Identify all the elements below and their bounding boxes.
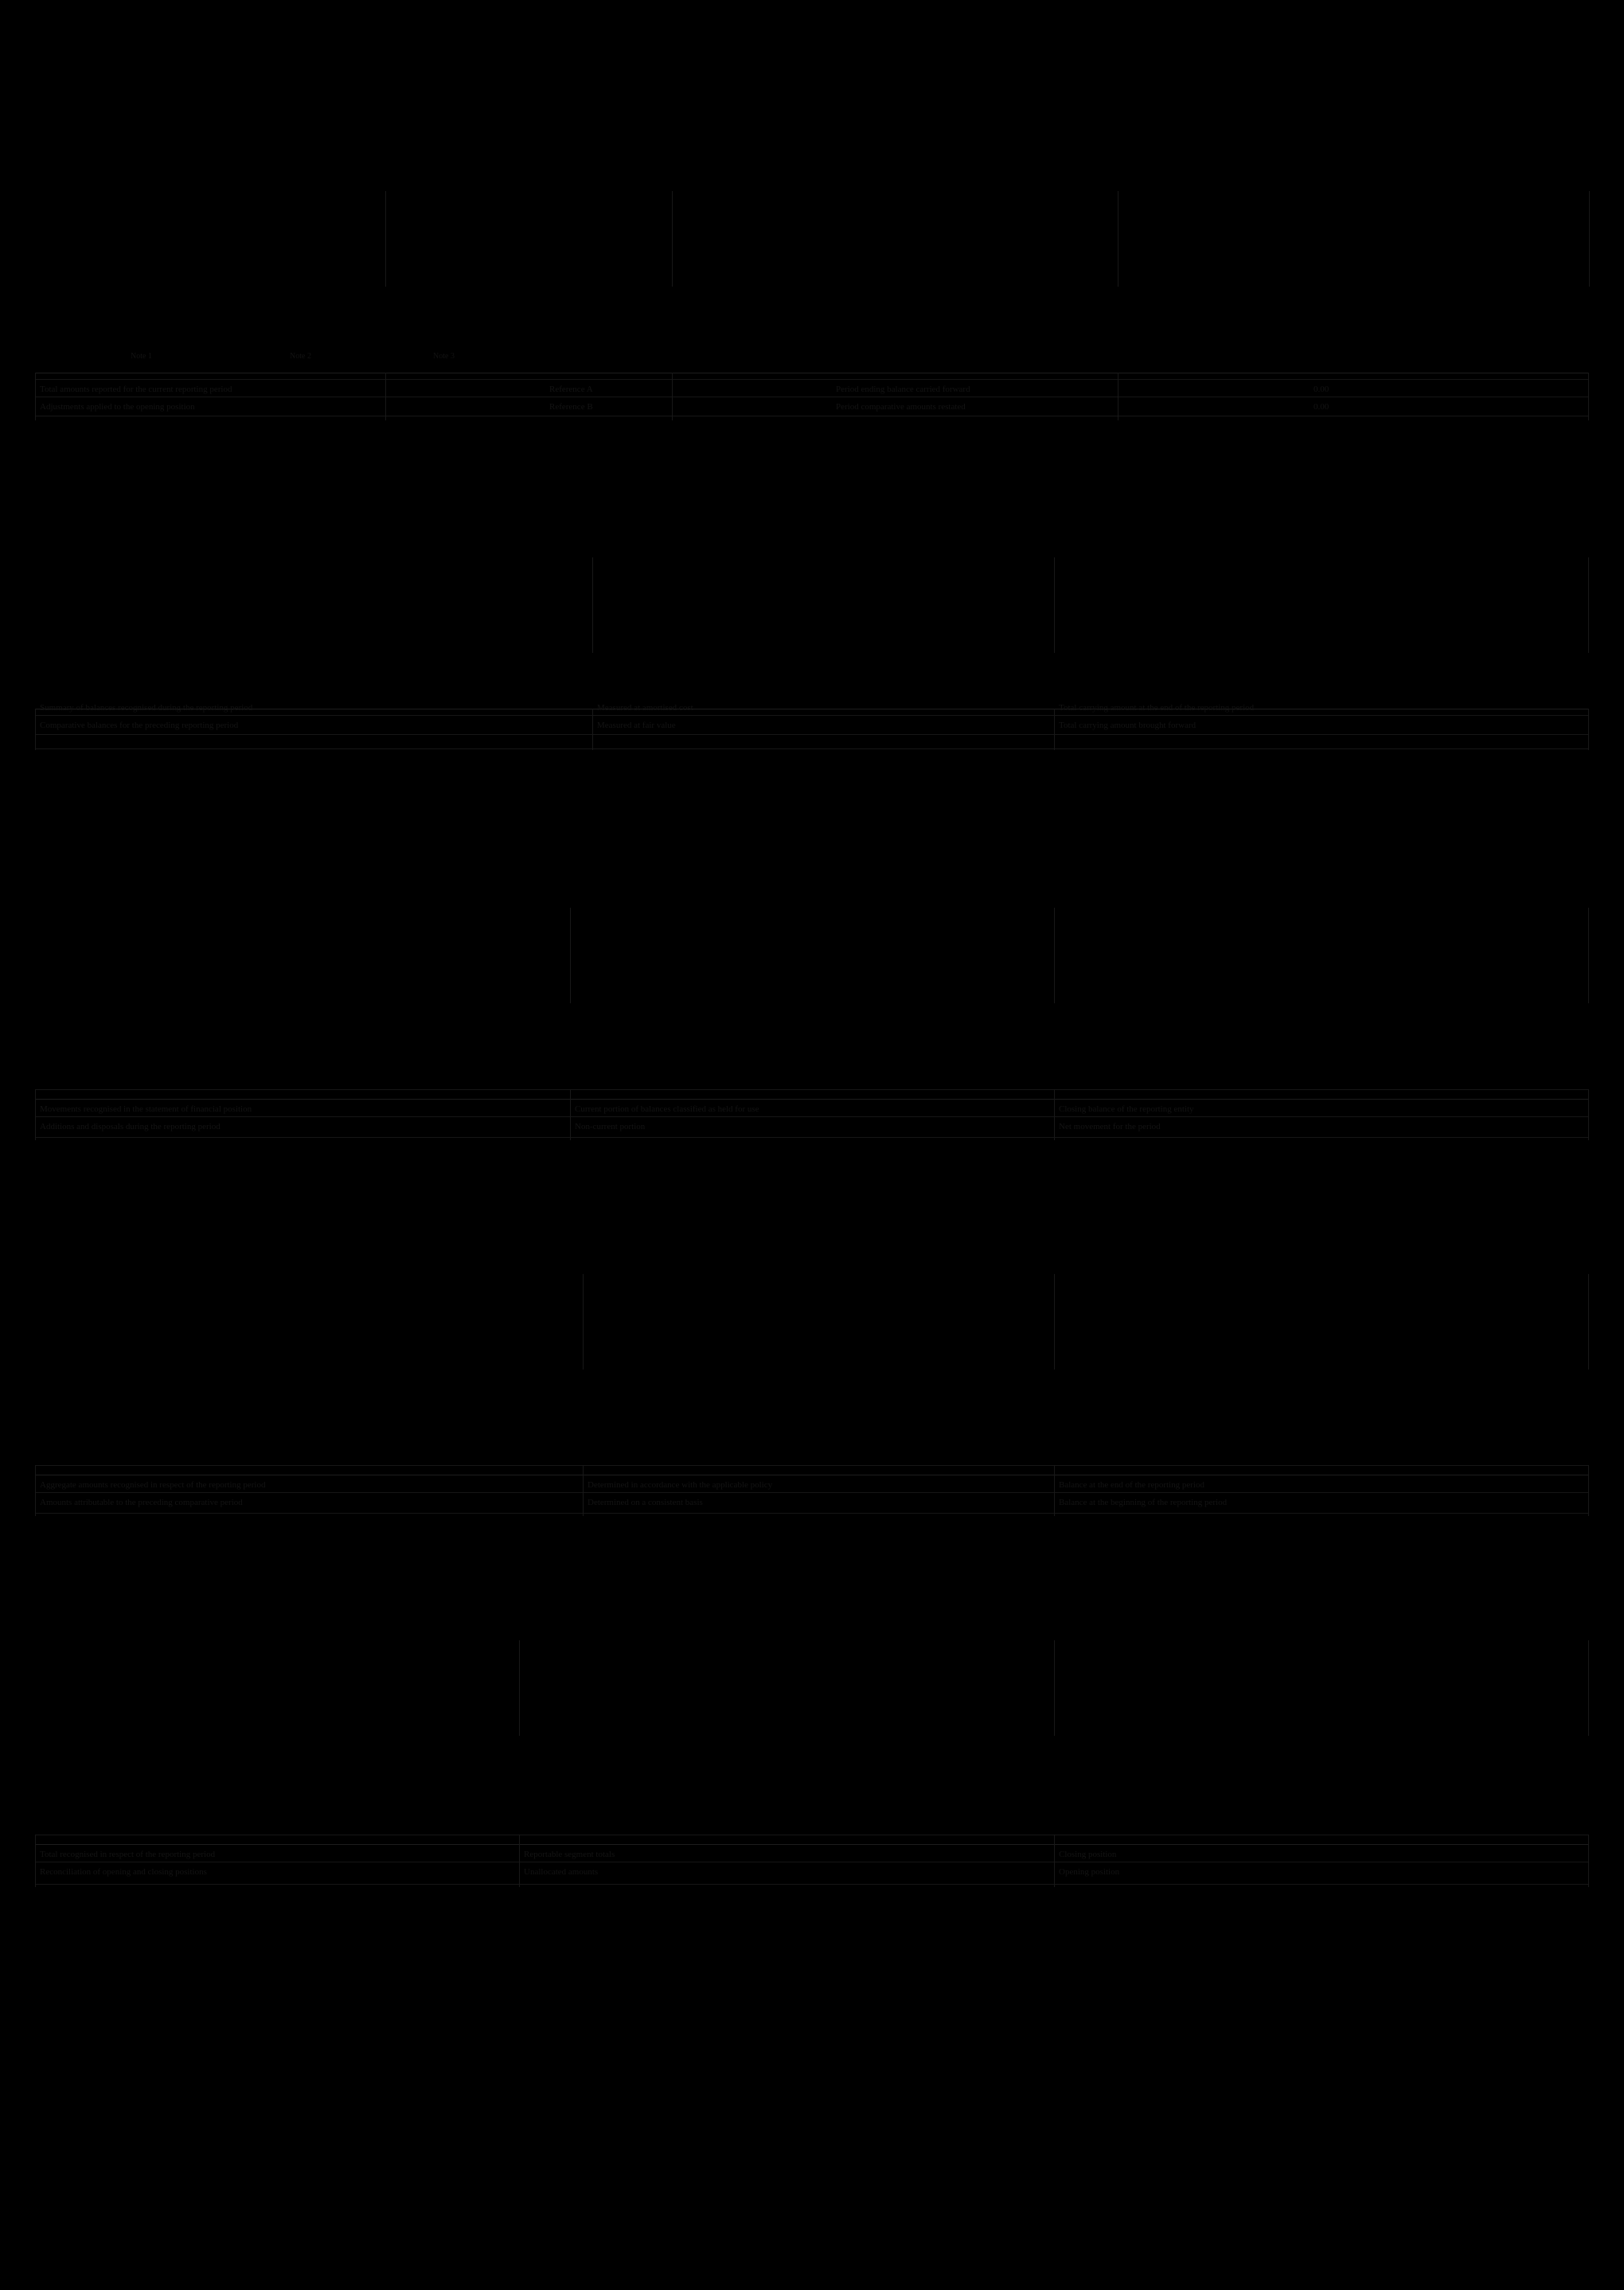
table-row bbox=[35, 1120, 1589, 1134]
table-rule bbox=[35, 715, 1589, 716]
table-row bbox=[35, 718, 1589, 733]
table-cell: Balance at the end of the reporting period bbox=[1059, 1480, 1204, 1490]
column-divider bbox=[1588, 1835, 1589, 1887]
table-row bbox=[35, 1478, 1589, 1492]
table-row bbox=[35, 701, 1589, 715]
column-divider bbox=[1588, 557, 1589, 653]
column-divider bbox=[592, 557, 593, 653]
column-divider bbox=[519, 1640, 520, 1736]
table-cell: Comparative balances for the preceding reporting period bbox=[40, 721, 239, 730]
column-divider bbox=[385, 373, 386, 420]
table-cell: Unallocated amounts bbox=[524, 1867, 599, 1877]
table-block-1 bbox=[35, 191, 1589, 430]
table-cell: Total carrying amount at the end of the reporting period bbox=[1059, 703, 1255, 713]
column-divider bbox=[1588, 908, 1589, 1003]
table-cell: Total carrying amount brought forward bbox=[1059, 721, 1197, 730]
table-cell: Measured at amortised cost bbox=[597, 703, 693, 713]
column-divider bbox=[1588, 373, 1589, 420]
table-block-4 bbox=[35, 1274, 1589, 1529]
table-cell: Closing balance of the reporting entity bbox=[1059, 1104, 1194, 1114]
table-rule bbox=[35, 1116, 1589, 1117]
column-divider bbox=[1588, 1274, 1589, 1370]
table-cell: Closing position bbox=[1059, 1850, 1117, 1859]
table-rule bbox=[35, 1844, 1589, 1845]
table-cell: Additions and disposals during the reporting period bbox=[40, 1122, 221, 1131]
table-row bbox=[35, 1102, 1589, 1116]
table-rule bbox=[35, 1884, 1589, 1885]
column-divider bbox=[35, 709, 36, 750]
column-divider bbox=[1588, 1465, 1589, 1516]
table-cell: 0.00 bbox=[1314, 402, 1329, 412]
table-cell: Non-current portion bbox=[575, 1122, 646, 1131]
table-row bbox=[35, 400, 1589, 414]
table-cell: Total recognised in respect of the reporting period bbox=[40, 1850, 216, 1859]
table-cell: Period comparative amounts restated bbox=[836, 402, 966, 412]
table-cell: Amounts attributable to the preceding comparative period bbox=[40, 1498, 243, 1507]
column-divider bbox=[35, 1835, 36, 1887]
table-rule bbox=[35, 748, 1589, 749]
column-divider bbox=[592, 709, 593, 750]
column-divider bbox=[1054, 557, 1055, 653]
table-block-2 bbox=[35, 557, 1589, 812]
table-note-2: Note 2 bbox=[290, 352, 311, 361]
table-rule bbox=[35, 1513, 1589, 1514]
column-divider bbox=[35, 1089, 36, 1140]
column-divider bbox=[570, 1089, 571, 1140]
table-cell: Movements recognised in the statement of financial position bbox=[40, 1104, 252, 1114]
table-cell: Summary of balances recognised during the reporting period bbox=[40, 703, 253, 713]
table-cell: Reference B bbox=[549, 402, 593, 412]
column-divider bbox=[1054, 1835, 1055, 1887]
table-cell: Period ending balance carried forward bbox=[836, 385, 970, 394]
column-divider bbox=[1054, 908, 1055, 1003]
table-rule bbox=[35, 1099, 1589, 1100]
column-divider bbox=[583, 1465, 584, 1516]
table-cell: Total amounts reported for the current reporting period bbox=[40, 385, 232, 394]
table-cell: Current portion of balances classified as held for use bbox=[575, 1104, 759, 1114]
column-divider bbox=[1054, 1089, 1055, 1140]
table-cell: Reference A bbox=[549, 385, 593, 394]
table-rule bbox=[35, 379, 1589, 380]
table-row bbox=[35, 1847, 1589, 1862]
table-cell: Balance at the beginning of the reporting period bbox=[1059, 1498, 1228, 1507]
table-cell: Aggregate amounts recognised in respect of the reporting period bbox=[40, 1480, 266, 1490]
table-cell: Reconciliation of opening and closing positions bbox=[40, 1867, 207, 1877]
table-block-3 bbox=[35, 908, 1589, 1163]
table-cell: Measured at fair value bbox=[597, 721, 676, 730]
column-divider bbox=[1588, 709, 1589, 750]
table-note-3: Note 3 bbox=[433, 352, 455, 361]
column-divider bbox=[35, 373, 36, 420]
table-row bbox=[35, 1495, 1589, 1510]
table-cell: Determined on a consistent basis bbox=[588, 1498, 703, 1507]
table-rule bbox=[35, 734, 1589, 735]
column-divider bbox=[35, 1465, 36, 1516]
table-cell: Adjustments applied to the opening position bbox=[40, 402, 195, 412]
column-divider bbox=[1588, 1640, 1589, 1736]
column-divider bbox=[672, 373, 673, 420]
column-divider bbox=[1054, 1274, 1055, 1370]
column-divider bbox=[1054, 1640, 1055, 1736]
column-divider bbox=[1589, 191, 1590, 287]
table-rule bbox=[35, 1465, 1589, 1466]
table-block-5 bbox=[35, 1640, 1589, 1895]
column-divider bbox=[583, 1274, 584, 1370]
column-divider bbox=[570, 908, 571, 1003]
table-row bbox=[35, 1865, 1589, 1879]
column-divider bbox=[672, 191, 673, 287]
table-rule bbox=[35, 1089, 1589, 1090]
table-note-1: Note 1 bbox=[131, 352, 152, 361]
table-rule bbox=[35, 1492, 1589, 1493]
column-divider bbox=[385, 191, 386, 287]
column-divider bbox=[1588, 1089, 1589, 1140]
table-cell: Opening position bbox=[1059, 1867, 1120, 1877]
column-divider bbox=[1054, 709, 1055, 750]
table-row bbox=[35, 382, 1589, 397]
column-divider bbox=[519, 1835, 520, 1887]
table-rule bbox=[35, 1137, 1589, 1138]
table-cell: Determined in accordance with the applicable policy bbox=[588, 1480, 773, 1490]
table-cell: Reportable segment totals bbox=[524, 1850, 615, 1859]
table-cell: Net movement for the period bbox=[1059, 1122, 1161, 1131]
table-cell: 0.00 bbox=[1314, 385, 1329, 394]
column-divider bbox=[1054, 1465, 1055, 1516]
